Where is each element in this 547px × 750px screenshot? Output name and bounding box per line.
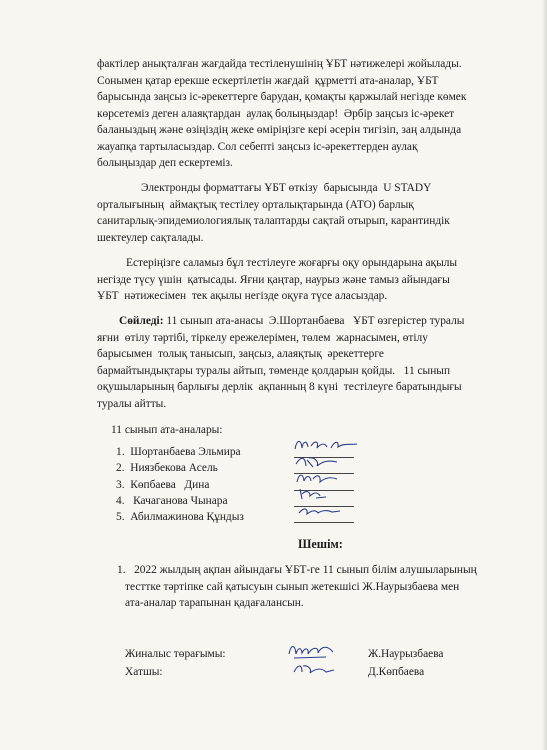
secretary-name: Д.Көпбаева	[368, 666, 425, 678]
signature-image	[291, 437, 361, 453]
text-line: шектеулер сақталады.	[97, 231, 204, 244]
text-line: санитарлық-эпидемиологиялық талаптарды сақтай отырып, карантиндік	[97, 215, 450, 227]
speech-line: барысымен толық танысып, заңсыз, алаяқтық әрекеттерге	[97, 348, 384, 360]
speech-line: бармайтындықтары туралы айтып, төменде қолдарын қойды. 11 сынып	[97, 364, 451, 377]
list-item	[116, 493, 244, 509]
parent-name: 1. Шортанбаева Эльмира	[116, 446, 241, 458]
secretary-label: Хатшы:	[125, 666, 163, 678]
text-line: болыңыздар деп ескертеміз.	[97, 157, 233, 169]
signature-image	[293, 454, 341, 470]
signature-image	[293, 470, 341, 486]
parents-list	[116, 444, 244, 525]
parent-name: 4. Качаганова Чынара	[116, 494, 228, 507]
text-line: көрсетеміз деген алаяқтардан аулақ болыңыздар! Әрбір заңсыз іс-әрекет	[97, 107, 455, 120]
secretary-signature-image	[290, 660, 338, 678]
text-line: барысында заңсыз іс-әрекеттерге барудан, қомақты қаржылай негізде көмек	[97, 91, 467, 103]
parent-name: 5. Абилмажинова Құндыз	[116, 511, 244, 524]
list-item	[116, 460, 244, 476]
signature-line	[294, 522, 354, 523]
text-line: жауапқа тартыласыздар. Сол себепті заңсыз іс-әрекеттерден аулақ	[97, 140, 418, 153]
page-edge-shadow	[542, 0, 547, 750]
decision-line: 1. 2022 жылдың ақпан айындағы ҰБТ-ге 11 сынып білім алушыларының	[117, 564, 477, 576]
list-item	[116, 509, 244, 525]
text-line: Естеріңізге саламыз бұл тестілеуге жоғарғы оқу орындарына ақылы	[126, 257, 458, 269]
text-line: баланыздың және өзіңіздің жеке өмірiңізге кері әсерін тигізіп, заң алдында	[97, 124, 462, 136]
text-line: Сонымен қатар ерекше ескертілетін жағдай құрметті ата-аналар, ҰБТ	[97, 74, 439, 87]
text-line: Электронды форматтағы ҰБТ өткізу барысында U STADY	[141, 182, 432, 194]
speech-line: 11 сынып ата-анасы Э.Шортанбаева ҰБТ өзгерістер туралы	[163, 315, 465, 327]
text-line: негізде түсу үшін қатысады. Яғни қаңтар, наурыз және тамыз айындағы	[97, 273, 450, 286]
parent-name: 2. Ниязбекова Асель	[116, 462, 218, 475]
decision-line: тесттке тәртіпке сай қатысуын сынып жетекшісі Ж.Наурызбаева мен	[125, 580, 460, 593]
parent-name: 3. Көпбаева Дина	[116, 478, 210, 491]
list-item	[116, 477, 244, 493]
speech-line: оқушыларының барлығы дерлік ақпанның 8 күні тестілеуге баратындығы	[97, 381, 462, 393]
text-line: орталығының аймақтық тестілеу орталықтарында (АТО) барлық	[97, 198, 414, 211]
signature-image	[296, 504, 344, 518]
chair-name: Ж.Наурызбаева	[368, 648, 444, 660]
decision-line: ата-аналар тарапынан қадағалансын.	[125, 597, 304, 609]
speech-label: Сөйледі:	[119, 315, 164, 327]
text-line: ҰБТ нәтижесімен тек ақылы негізде оқуға түсе аласыздар.	[97, 290, 388, 302]
speech-line: яғни өтілу тәртібі, тіркелу ережелерімен, төлем жарнасымен, өтілу	[97, 331, 428, 344]
chair-label: Жиналыс төрағымы:	[125, 648, 226, 660]
signature-image	[296, 486, 330, 502]
parents-title: 11 сынып ата-аналары:	[111, 424, 223, 436]
decision-title: Шешім:	[298, 537, 343, 551]
speech-first-line	[119, 313, 464, 330]
speech-line: туралы айтты.	[97, 397, 167, 410]
chair-signature-image	[286, 640, 338, 662]
list-item	[116, 444, 244, 460]
text-line: фактілер анықталған жағдайда тестіленушінің ҰБТ нәтижелері жойылады.	[97, 58, 462, 70]
